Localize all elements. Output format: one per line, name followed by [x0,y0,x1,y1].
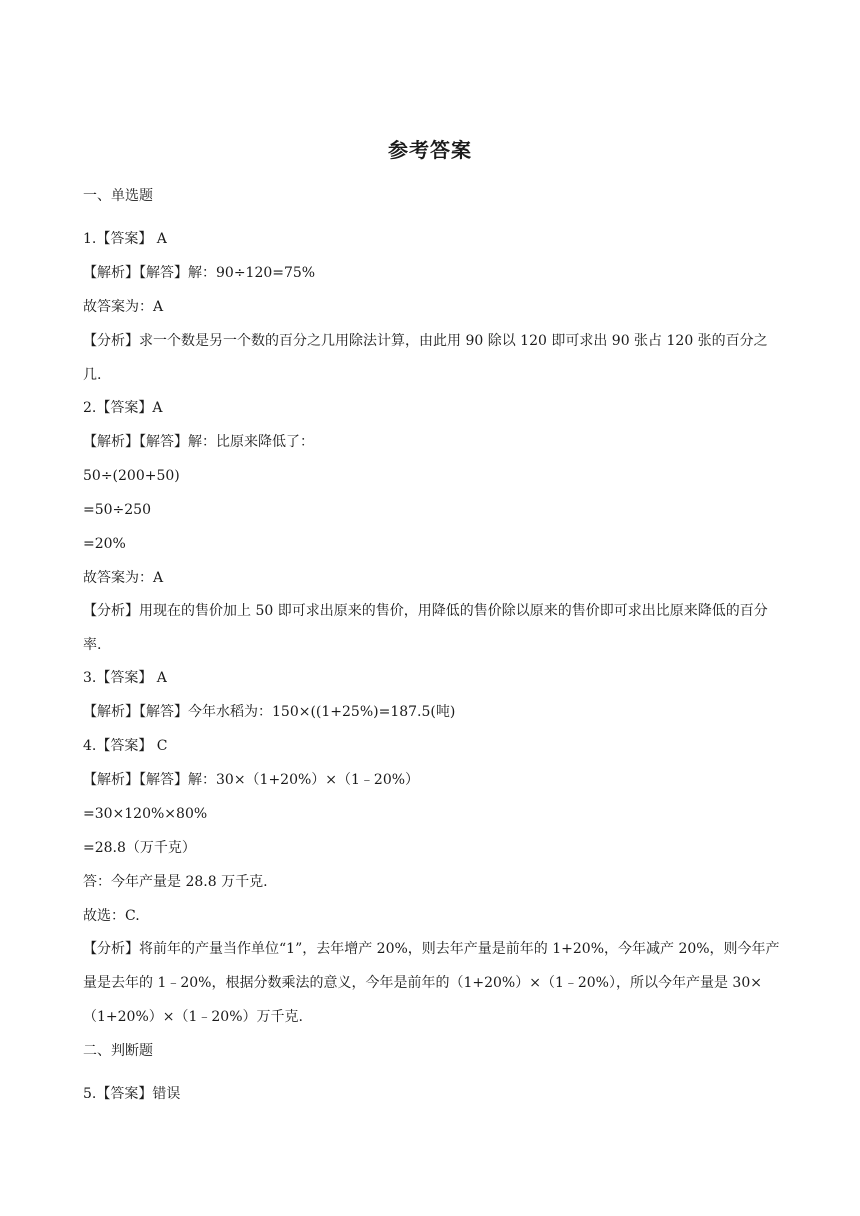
page-title: 参考答案 [388,138,472,162]
q4-answer: 4.【答案】 C [83,738,168,754]
q4-step-2: =28.8（万千克） [83,840,196,856]
q4-step-1: =30×120%×80% [83,806,208,822]
q2-analysis: 【分析】用现在的售价加上 50 即可求出原来的售价，用降低的售价除以原来的售价即可求出比原来降低的百分率. [83,603,768,653]
q2-step-1: 50÷(200+50) [83,468,180,484]
q3-answer: 3.【答案】 A [83,670,167,686]
section-heading-single-choice: 一、单选题 [83,188,153,204]
q2-solution: 【解析】【解答】解：比原来降低了： [83,434,314,450]
q4-response: 答：今年产量是 28.8 万千克. [83,874,268,890]
q2-conclusion: 故答案为：A [83,570,164,586]
q1-answer: 1.【答案】 A [83,231,167,247]
section-heading-true-false: 二、判断题 [83,1043,153,1059]
q1-analysis: 【分析】求一个数是另一个数的百分之几用除法计算，由此用 90 除以 120 即可求出 90 张占 120 张的百分之几. [83,333,768,383]
q2-step-3: =20% [83,536,126,552]
q5-answer: 5.【答案】错误 [83,1086,181,1102]
q4-solution: 【解析】【解答】解：30×（1+20%）×（1﹣20%） [83,772,420,788]
q1-conclusion: 故答案为：A [83,299,164,315]
q1-solution: 【解析】【解答】解：90÷120=75% [83,265,316,281]
q2-answer: 2.【答案】A [83,400,163,416]
q4-analysis: 【分析】将前年的产量当作单位“1”，去年增产 20%，则去年产量是前年的 1+20%，今年减产 20%，则今年产量是去年的 1﹣20%，根据分数乘法的意义，今年是前年的（1+20%）×（1﹣20%），所以今年产量是 30×（1+20%）×（1﹣20%）万千克. [83,941,780,1025]
q2-step-2: =50÷250 [83,502,151,518]
q4-conclusion: 故选：C. [83,908,140,924]
q3-solution: 【解析】【解答】今年水稻为：150×((1+25%)=187.5(吨) [83,704,456,720]
